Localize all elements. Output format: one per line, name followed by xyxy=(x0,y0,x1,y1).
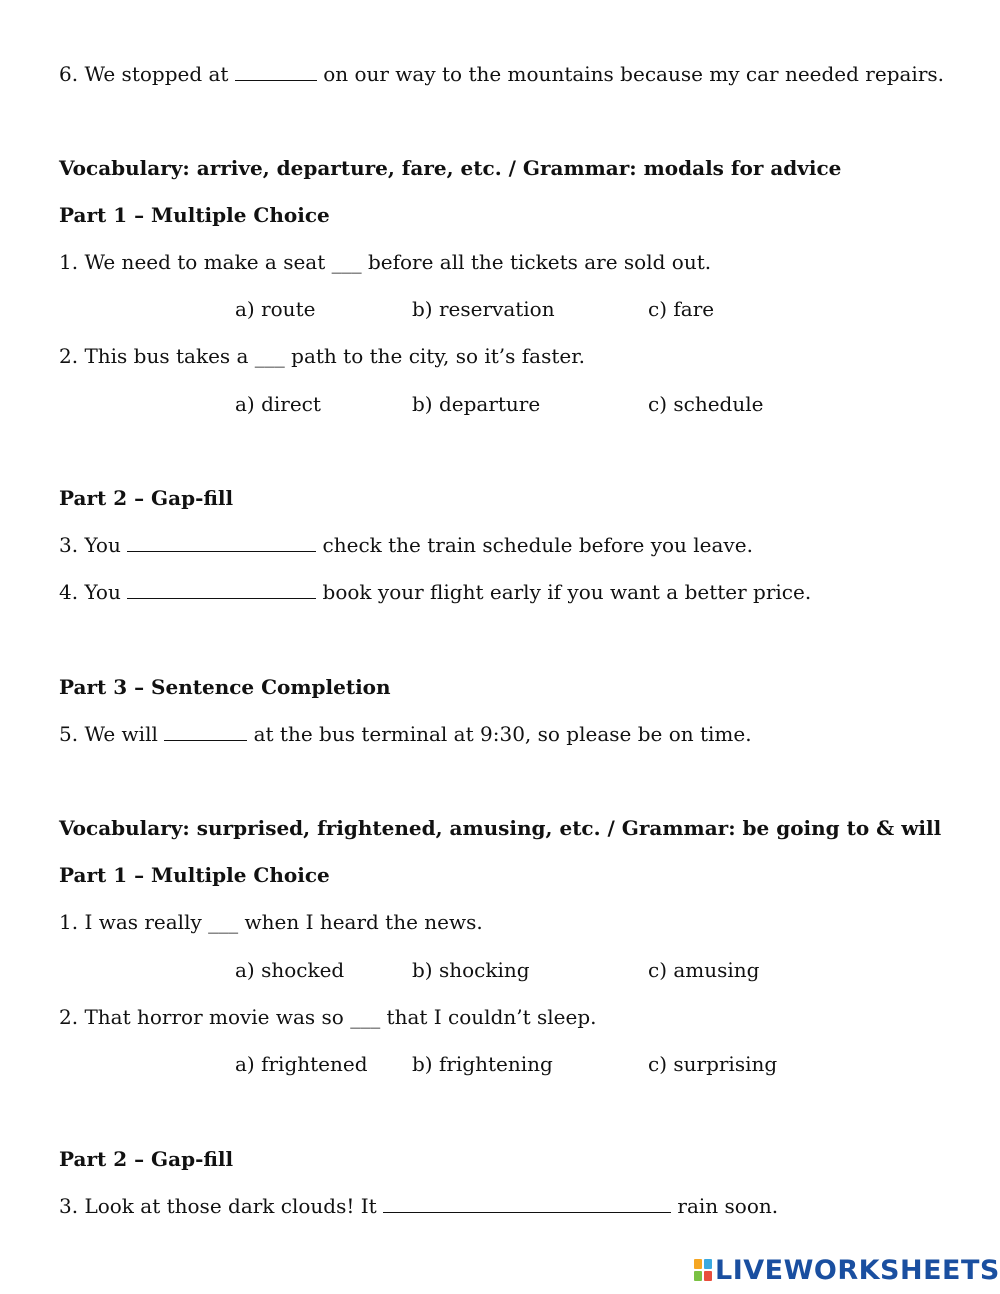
question-text-prefix: 3. You xyxy=(59,533,121,557)
option-a[interactable]: a) shocked xyxy=(235,958,345,982)
part-title: Part 1 – Multiple Choice xyxy=(59,863,330,887)
option-a[interactable]: a) direct xyxy=(235,392,321,416)
question-text-prefix: 6. We stopped at xyxy=(59,62,229,86)
option-b[interactable]: b) shocking xyxy=(412,958,530,982)
question-text-prefix: 5. We will xyxy=(59,722,158,746)
answer-blank[interactable] xyxy=(127,533,316,552)
question-text: 2. That horror movie was so ___ that I couldn’t sleep. xyxy=(59,1005,597,1029)
part-title: Part 2 – Gap-fill xyxy=(59,486,234,510)
logo-square-icon xyxy=(694,1271,702,1281)
option-a[interactable]: a) route xyxy=(235,297,316,321)
logo-square-icon xyxy=(704,1259,712,1269)
question-text-suffix: book your flight early if you want a better price. xyxy=(322,580,812,604)
logo-text: LIVEWORKSHEETS xyxy=(715,1254,1000,1286)
option-b[interactable]: b) frightening xyxy=(412,1052,553,1076)
answer-blank[interactable] xyxy=(164,722,247,741)
question-6-top xyxy=(59,62,944,86)
option-c[interactable]: c) amusing xyxy=(648,958,760,982)
question-text: 1. I was really ___ when I heard the news. xyxy=(59,910,483,934)
question-sentence-completion xyxy=(59,722,752,746)
question-text-suffix: on our way to the mountains because my car needed repairs. xyxy=(323,62,944,86)
part-title: Part 3 – Sentence Completion xyxy=(59,675,391,699)
logo-squares-icon xyxy=(694,1259,712,1281)
question-gap-fill xyxy=(59,533,753,557)
section-title: Vocabulary: surprised, frightened, amusing, etc. / Grammar: be going to & will xyxy=(59,816,942,840)
part-title: Part 1 – Multiple Choice xyxy=(59,203,330,227)
section-title: Vocabulary: arrive, departure, fare, etc. / Grammar: modals for advice xyxy=(59,156,842,180)
question-text-suffix: at the bus terminal at 9:30, so please be on time. xyxy=(253,722,752,746)
option-b[interactable]: b) departure xyxy=(412,392,541,416)
option-c[interactable]: c) fare xyxy=(648,297,715,321)
question-text: 2. This bus takes a ___ path to the city, so it’s faster. xyxy=(59,344,585,368)
option-b[interactable]: b) reservation xyxy=(412,297,555,321)
part-title: Part 2 – Gap-fill xyxy=(59,1147,234,1171)
question-text-prefix: 4. You xyxy=(59,580,121,604)
question-text: 1. We need to make a seat ___ before all the tickets are sold out. xyxy=(59,250,712,274)
logo-square-icon xyxy=(704,1271,712,1281)
answer-blank[interactable] xyxy=(127,580,316,599)
question-text-suffix: rain soon. xyxy=(677,1194,779,1218)
question-gap-fill xyxy=(59,1194,778,1218)
liveworksheets-logo xyxy=(694,1254,1000,1286)
option-c[interactable]: c) schedule xyxy=(648,392,764,416)
option-a[interactable]: a) frightened xyxy=(235,1052,368,1076)
option-c[interactable]: c) surprising xyxy=(648,1052,778,1076)
question-text-prefix: 3. Look at those dark clouds! It xyxy=(59,1194,377,1218)
question-gap-fill xyxy=(59,580,811,604)
logo-square-icon xyxy=(694,1259,702,1269)
answer-blank[interactable] xyxy=(383,1194,671,1213)
answer-blank[interactable] xyxy=(235,62,317,81)
question-text-suffix: check the train schedule before you leave. xyxy=(322,533,753,557)
